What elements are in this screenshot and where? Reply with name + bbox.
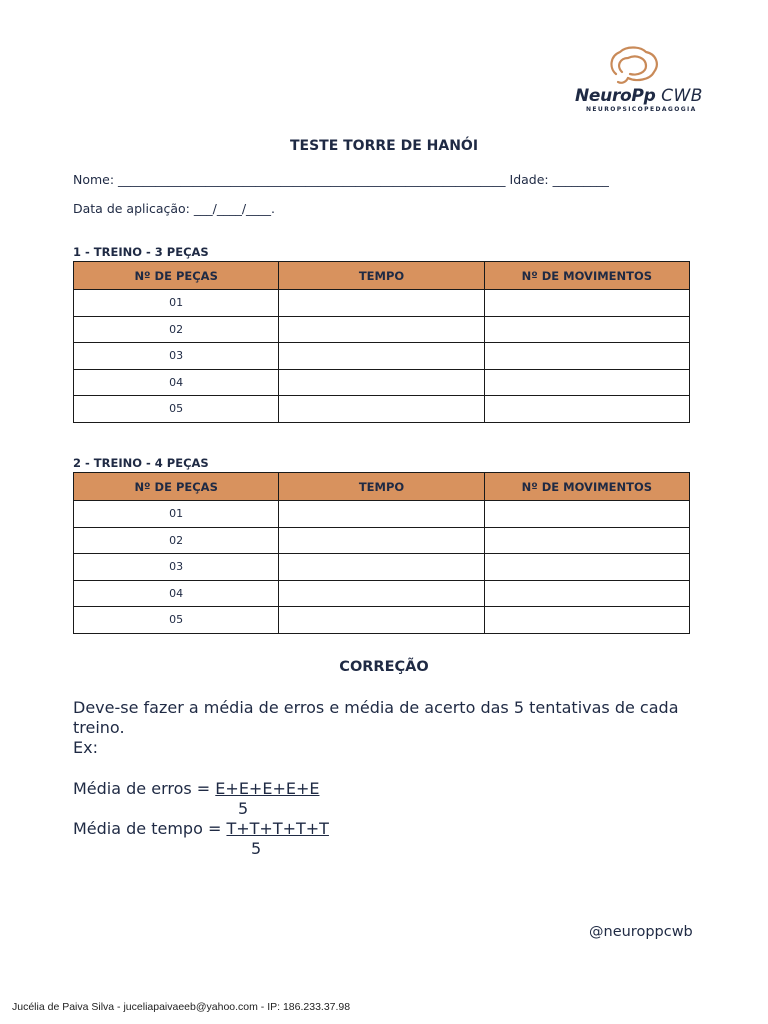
table-row (74, 527, 690, 554)
formula-time-numerator: T+T+T+T+T (226, 819, 329, 838)
formula-errors-label: Média de erros = (73, 779, 216, 798)
brand-tagline: NEUROPSICOPEDAGOGIA (586, 106, 697, 113)
name-age-field-line: Nome: ______________________________________________________________ Idade: _________ (73, 172, 609, 187)
time-cell (279, 316, 484, 343)
row-number-cell: 04 (74, 369, 279, 396)
table-row (74, 369, 690, 396)
time-cell (279, 527, 484, 554)
moves-cell (484, 554, 689, 581)
table-header-row (74, 262, 690, 290)
row-number-cell: 01 (74, 290, 279, 317)
row-number-cell: 03 (74, 343, 279, 370)
training-1-table (73, 261, 690, 423)
correction-title: CORREÇÃO (339, 659, 429, 675)
time-cell (279, 554, 484, 581)
correction-text (73, 698, 693, 758)
table-row (74, 343, 690, 370)
moves-cell (484, 343, 689, 370)
moves-cell (484, 527, 689, 554)
time-cell (279, 396, 484, 423)
row-number-cell: 05 (74, 607, 279, 634)
time-cell (279, 343, 484, 370)
column-header-moves: Nº DE MOVIMENTOS (484, 473, 689, 501)
page-title: TESTE TORRE DE HANÓI (289, 138, 479, 154)
table-row (74, 580, 690, 607)
formula-time-label: Média de tempo = (73, 819, 227, 838)
formula-errors (73, 779, 319, 798)
time-cell (279, 607, 484, 634)
table-row (74, 396, 690, 423)
section-heading-training-2: 2 - TREINO - 4 PEÇAS (73, 456, 209, 470)
row-number-cell: 01 (74, 501, 279, 528)
training-2-table (73, 472, 690, 634)
row-number-cell: 02 (74, 527, 279, 554)
time-cell (279, 369, 484, 396)
moves-cell (484, 396, 689, 423)
time-cell (279, 580, 484, 607)
table-row (74, 290, 690, 317)
example-label: Ex: (73, 738, 98, 757)
application-date-line: Data de aplicação: ___/____/____. (73, 201, 276, 216)
brand-name-light: CWB (661, 86, 703, 106)
formula-errors-numerator: E+E+E+E+E (215, 779, 320, 798)
time-cell (279, 501, 484, 528)
moves-cell (484, 369, 689, 396)
table-row (74, 316, 690, 343)
row-number-cell: 05 (74, 396, 279, 423)
moves-cell (484, 316, 689, 343)
moves-cell (484, 580, 689, 607)
brand-name (575, 86, 703, 106)
formula-time-denominator: 5 (251, 839, 262, 858)
table-row (74, 607, 690, 634)
document-footer: Jucélia de Paiva Silva - juceliapaivaeeb@yahoo.com - IP: 186.233.37.98 (12, 1001, 351, 1013)
row-number-cell: 03 (74, 554, 279, 581)
time-cell (279, 290, 484, 317)
table-header-row (74, 473, 690, 501)
formula-time (73, 819, 329, 838)
column-header-time: TEMPO (279, 473, 484, 501)
table-row (74, 501, 690, 528)
brain-logo-icon (606, 44, 662, 86)
brand-name-bold: NeuroPp (575, 86, 656, 106)
moves-cell (484, 290, 689, 317)
correction-paragraph: Deve-se fazer a média de erros e média de acerto das 5 tentativas de cada treino. (73, 698, 679, 737)
table-row (74, 554, 690, 581)
row-number-cell: 02 (74, 316, 279, 343)
formula-errors-denominator: 5 (238, 799, 249, 818)
moves-cell (484, 501, 689, 528)
row-number-cell: 04 (74, 580, 279, 607)
social-handle: @neuroppcwb (589, 924, 693, 940)
section-heading-training-1: 1 - TREINO - 3 PEÇAS (73, 245, 209, 259)
column-header-pieces: Nº DE PEÇAS (74, 473, 279, 501)
column-header-time: TEMPO (279, 262, 484, 290)
moves-cell (484, 607, 689, 634)
column-header-pieces: Nº DE PEÇAS (74, 262, 279, 290)
column-header-moves: Nº DE MOVIMENTOS (484, 262, 689, 290)
